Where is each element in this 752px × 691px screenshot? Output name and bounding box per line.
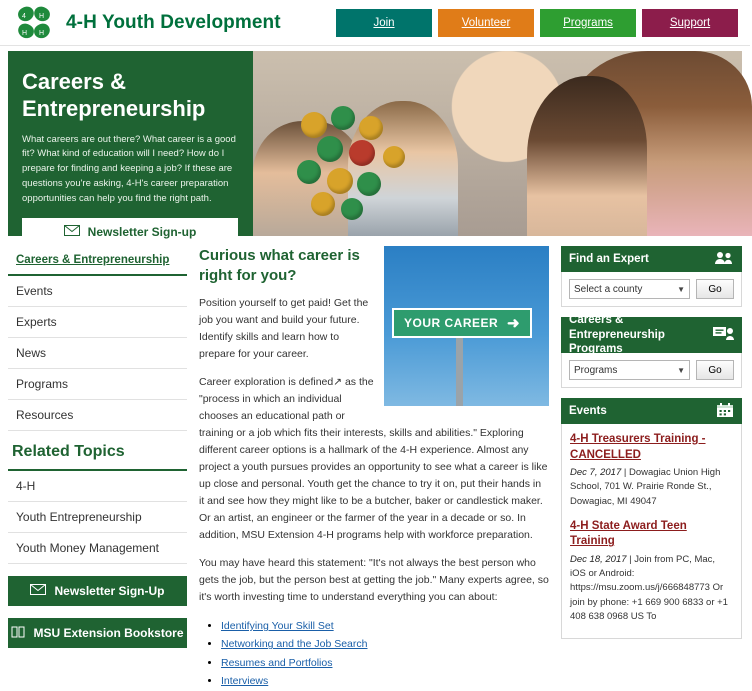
envelope-icon [30,584,46,598]
newsletter-signup-label: Newsletter Sign-Up [54,584,165,598]
bookstore-button[interactable] [8,618,187,648]
related-topic-4h[interactable]: 4-H [8,471,187,502]
event-date-1: Dec 7, 2017 [570,467,622,479]
event-item [570,519,733,624]
people-icon [714,251,734,268]
sidebar-item-resources[interactable]: Resources [8,400,187,431]
list-item[interactable] [221,617,549,635]
related-topics-heading: Related Topics [8,431,187,471]
event-details-2: | Join from PC, Mac, iOS or Android: https://msu.zoom.us/j/666848773 Or join by phone: +1 669 900 6833 or +1 408 638 0968 US To [570,553,728,622]
site-header [0,0,750,46]
arrow-right-icon: ➜ [506,315,521,332]
expert-go-button[interactable]: Go [696,279,734,299]
events-panel-title: Events [569,405,607,417]
programs-select-value: Programs [574,364,618,376]
presentation-icon [712,325,734,345]
programs-panel-header [561,314,742,356]
programs-select[interactable] [569,360,690,380]
county-select[interactable] [569,279,690,299]
link-interviews[interactable]: Interviews [220,675,269,688]
link-networking-and-the-job-search[interactable]: Networking and the Job Search [220,638,368,651]
event-meta-2 [570,553,733,624]
list-item[interactable] [221,635,549,653]
content-area [8,246,742,691]
content-paragraph-2: Career exploration is defined↗ as the "process in which an individual chooses an educational path or training or a job which fits their interests, skills and abilities." Exploring different career options is a hallmark of the 4-H experience. Almost any project a youth pursues provides an opportunity to see what a career is like up close and personal. Youth get the chance to try it on, put their hands in it and see how they might like to be a butcher, baker or candlestick maker. Or an artist, an engineer or the farmer of the year in a decade or so. In addition, MSU Extension 4-H programs help with workforce preparation. [198,376,548,541]
related-topic-youth-money-management[interactable]: Youth Money Management [8,533,187,564]
content-paragraph-1: Position yourself to get paid! Get the job you want and build your future. Identify skills and learn how to prepare for your career. [198,297,369,360]
career-sign-image [384,246,549,406]
find-an-expert-header [561,246,742,272]
list-item[interactable] [221,654,549,672]
bookstore-label: MSU Extension Bookstore [33,626,184,640]
event-date-2: Dec 18, 2017 [570,553,627,565]
county-select-value: Select a county [574,283,643,295]
nav-support-button[interactable]: Support [642,9,738,37]
nav-programs-button[interactable]: Programs [540,9,636,37]
molecule-model [291,106,461,226]
book-icon [11,626,25,641]
sign-board [392,308,532,338]
svg-text:4: 4 [22,12,26,20]
content-paragraph-3: You may have heard this statement: "It's not always the best person who gets the job, but the person best at getting the job." Many experts agree, so it's worth investing time to understand everything you can about: [198,557,549,603]
hero-banner [8,51,742,240]
sidebar-item-experts[interactable]: Experts [8,307,187,338]
chevron-down-icon: ▼ [677,365,685,375]
sidebar-item-programs[interactable]: Programs [8,369,187,400]
find-an-expert-title: Find an Expert [569,253,649,265]
event-details-1: | Dowagiac Union High School, 701 W. Prairie Ronde St., Dowagiac, MI 49047 [570,467,721,507]
hero-text-panel [8,51,253,240]
event-meta-1 [570,466,733,509]
related-topic-youth-entrepreneurship[interactable]: Youth Entrepreneurship [8,502,187,533]
header-nav [336,9,742,37]
programs-panel-title: Careers & Entrepreneurship Programs [569,314,665,356]
sidebar-item-news[interactable]: News [8,338,187,369]
sidebar-item-careers[interactable]: Careers & Entrepreneurship [8,246,187,276]
programs-panel [561,314,742,388]
calendar-icon [716,402,734,421]
sign-text: YOUR CAREER [404,316,499,330]
link-resumes-and-portfolios[interactable]: Resumes and Portfolios [220,656,333,669]
hero-photo [253,51,742,236]
nav-volunteer-button[interactable]: Volunteer [438,9,534,37]
event-title-1[interactable]: 4-H Treasurers Training - CANCELLED [570,433,706,461]
clover-icon[interactable] [12,3,56,43]
envelope-icon [64,225,80,239]
hero-newsletter-signup-button[interactable] [22,218,238,246]
sidebar [8,246,187,691]
event-title-2[interactable]: 4-H State Award Teen Training [570,519,687,548]
hero-title: Careers & Entrepreneurship [22,69,206,121]
link-identifying-your-skill-set[interactable]: Identifying Your Skill Set [220,620,334,632]
programs-go-button[interactable]: Go [696,360,734,380]
events-list [561,424,742,639]
list-item[interactable] [221,672,549,690]
svg-text:H: H [39,29,45,37]
resource-link-list [199,617,549,691]
hero-description: What careers are out there? What career is a good fit? What kind of education will I need? How do I prepare for finding and keeping a job? If these are questions you're asking, 4-H's career preparation opportunities can help you find the right path. [22,133,236,204]
find-an-expert-panel [561,246,742,307]
sidebar-item-events[interactable]: Events [8,276,187,307]
main-content [199,246,549,691]
right-rail [561,246,742,691]
content-heading: Curious what career is right for you? [198,247,360,284]
events-panel [561,398,742,639]
events-panel-header [561,398,742,424]
page-title: 4-H Youth Development [66,11,281,33]
newsletter-signup-button[interactable] [8,576,187,606]
programs-panel-body [561,353,742,388]
find-an-expert-body [561,272,742,307]
chevron-down-icon: ▼ [677,284,685,294]
svg-text:H: H [22,29,28,37]
svg-text:H: H [39,12,45,20]
hero-button-label: Newsletter Sign-up [87,225,197,240]
nav-join-button[interactable]: Join [336,9,432,37]
event-item [570,432,733,509]
